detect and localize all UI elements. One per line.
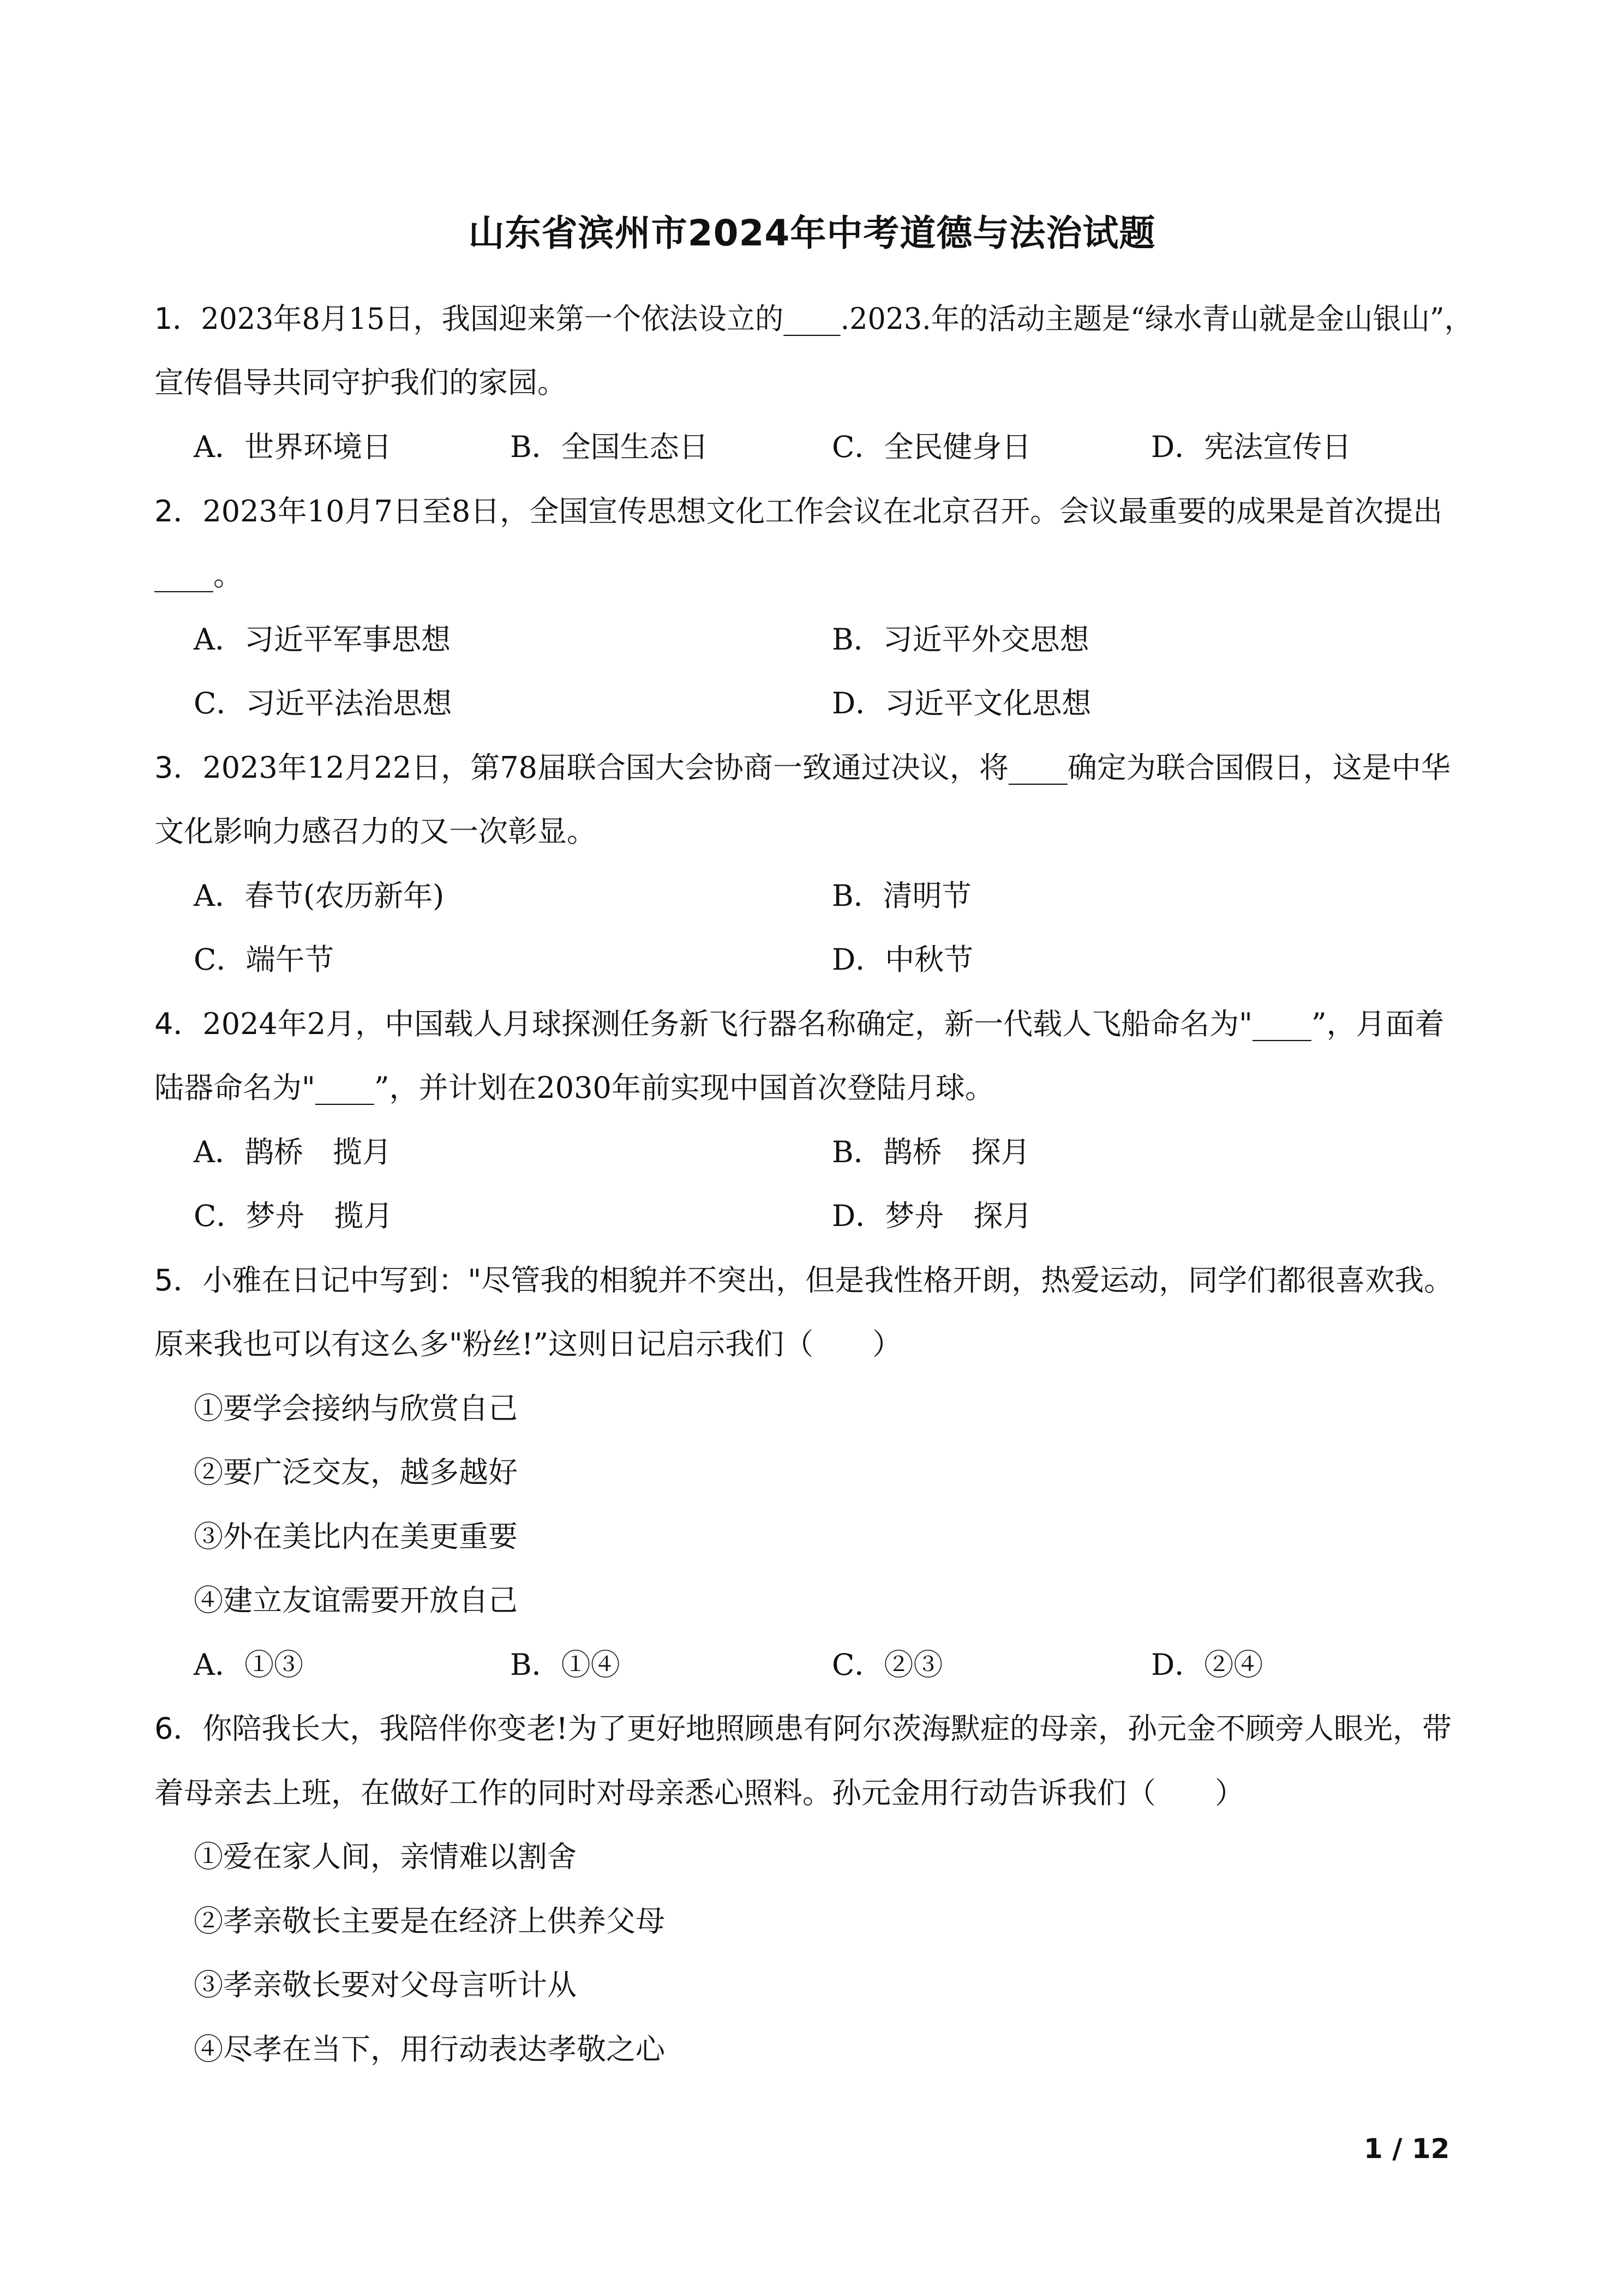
page-title: 山东省滨州市2024年中考道德与法治试题 [468, 212, 1156, 254]
statement-1: ①要学会接纳与欣赏自己 [194, 1391, 518, 1426]
option-a: A．鹊桥 揽月 [194, 1135, 392, 1169]
option-c: C．②③ [832, 1648, 943, 1682]
question-2-line-2: ____。 [154, 558, 243, 592]
option-b: B．鹊桥 探月 [832, 1135, 1030, 1169]
question-text: 2023年10月7日至8日，全国宣传思想文化工作会议在北京召开。会议最重要的成果是首次提出 [202, 494, 1443, 528]
question-number: 3． [154, 750, 203, 785]
question-2-line-1 [154, 490, 1442, 533]
question-3-line-1 [154, 746, 1451, 790]
option-b: B．①④ [510, 1648, 620, 1682]
option-a: A．习近平军事思想 [194, 622, 451, 657]
question-4-line-2: 陆器命名为"____”，并计划在2030年前实现中国首次登陆月球。 [154, 1071, 994, 1105]
statement-2: ②要广泛交友，越多越好 [194, 1455, 518, 1489]
page-number: 1 / 12 [1364, 2133, 1450, 2165]
question-text: 2023年8月15日，我国迎来第一个依法设立的____.2023.年的活动主题是“绿水青山就是金山银山”， [201, 302, 1473, 336]
option-a: A．①③ [194, 1648, 303, 1682]
option-a: A．世界环境日 [194, 430, 392, 464]
option-b: B．全国生态日 [510, 430, 709, 464]
question-number: 6． [154, 1711, 203, 1746]
question-text: 你陪我长大，我陪伴你变老!为了更好地照顾患有阿尔茨海默症的母亲，孙元金不顾旁人眼光，带 [202, 1711, 1452, 1746]
option-c: C．端午节 [194, 942, 334, 977]
question-4-line-1 [154, 1002, 1445, 1046]
option-c: C．习近平法治思想 [194, 686, 452, 720]
question-5-line-2: 原来我也可以有这么多"粉丝!”这则日记启示我们（ ） [154, 1327, 902, 1361]
option-c: C．全民健身日 [832, 430, 1032, 464]
statement-4: ④建立友谊需要开放自己 [194, 1583, 518, 1618]
option-d: D．宪法宣传日 [1151, 430, 1352, 464]
question-text: 2024年2月，中国载人月球探测任务新飞行器名称确定，新一代载人飞船命名为"____”，月面着 [202, 1007, 1445, 1041]
statement-4: ④尽孝在当下，用行动表达孝敬之心 [194, 2032, 665, 2066]
option-d: D．梦舟 探月 [832, 1199, 1033, 1233]
question-number: 1． [154, 302, 201, 336]
question-text: 小雅在日记中写到："尽管我的相貌并不突出，但是我性格开朗，热爱运动，同学们都很喜欢我。 [202, 1263, 1454, 1297]
option-d: D．②④ [1151, 1648, 1263, 1682]
question-number: 2． [154, 494, 203, 528]
option-c: C．梦舟 揽月 [194, 1199, 393, 1233]
question-1-line-2: 宣传倡导共同守护我们的家园。 [154, 365, 567, 400]
statement-1: ①爱在家人间，亲情难以割舍 [194, 1840, 577, 1874]
question-number: 4． [154, 1007, 203, 1041]
option-d: D．习近平文化思想 [832, 686, 1092, 720]
statement-3: ③孝亲敬长要对父母言听计从 [194, 1968, 577, 2002]
question-number: 5． [154, 1263, 203, 1297]
statement-2: ②孝亲敬长主要是在经济上供养父母 [194, 1904, 665, 1938]
question-3-line-2: 文化影响力感召力的又一次彰显。 [154, 814, 596, 849]
option-b: B．清明节 [832, 879, 972, 913]
question-text: 2023年12月22日，第78届联合国大会协商一致通过决议，将____确定为联合国假日，这是中华 [202, 750, 1451, 785]
statement-3: ③外在美比内在美更重要 [194, 1519, 518, 1554]
option-b: B．习近平外交思想 [832, 622, 1089, 657]
option-a: A．春节(农历新年) [194, 879, 445, 913]
question-5-line-1 [154, 1259, 1453, 1302]
option-d: D．中秋节 [832, 942, 974, 977]
question-1-line-1 [154, 297, 1473, 341]
question-6-line-2: 着母亲去上班，在做好工作的同时对母亲悉心照料。孙元金用行动告诉我们（ ） [154, 1776, 1244, 1810]
question-6-line-1 [154, 1707, 1452, 1751]
